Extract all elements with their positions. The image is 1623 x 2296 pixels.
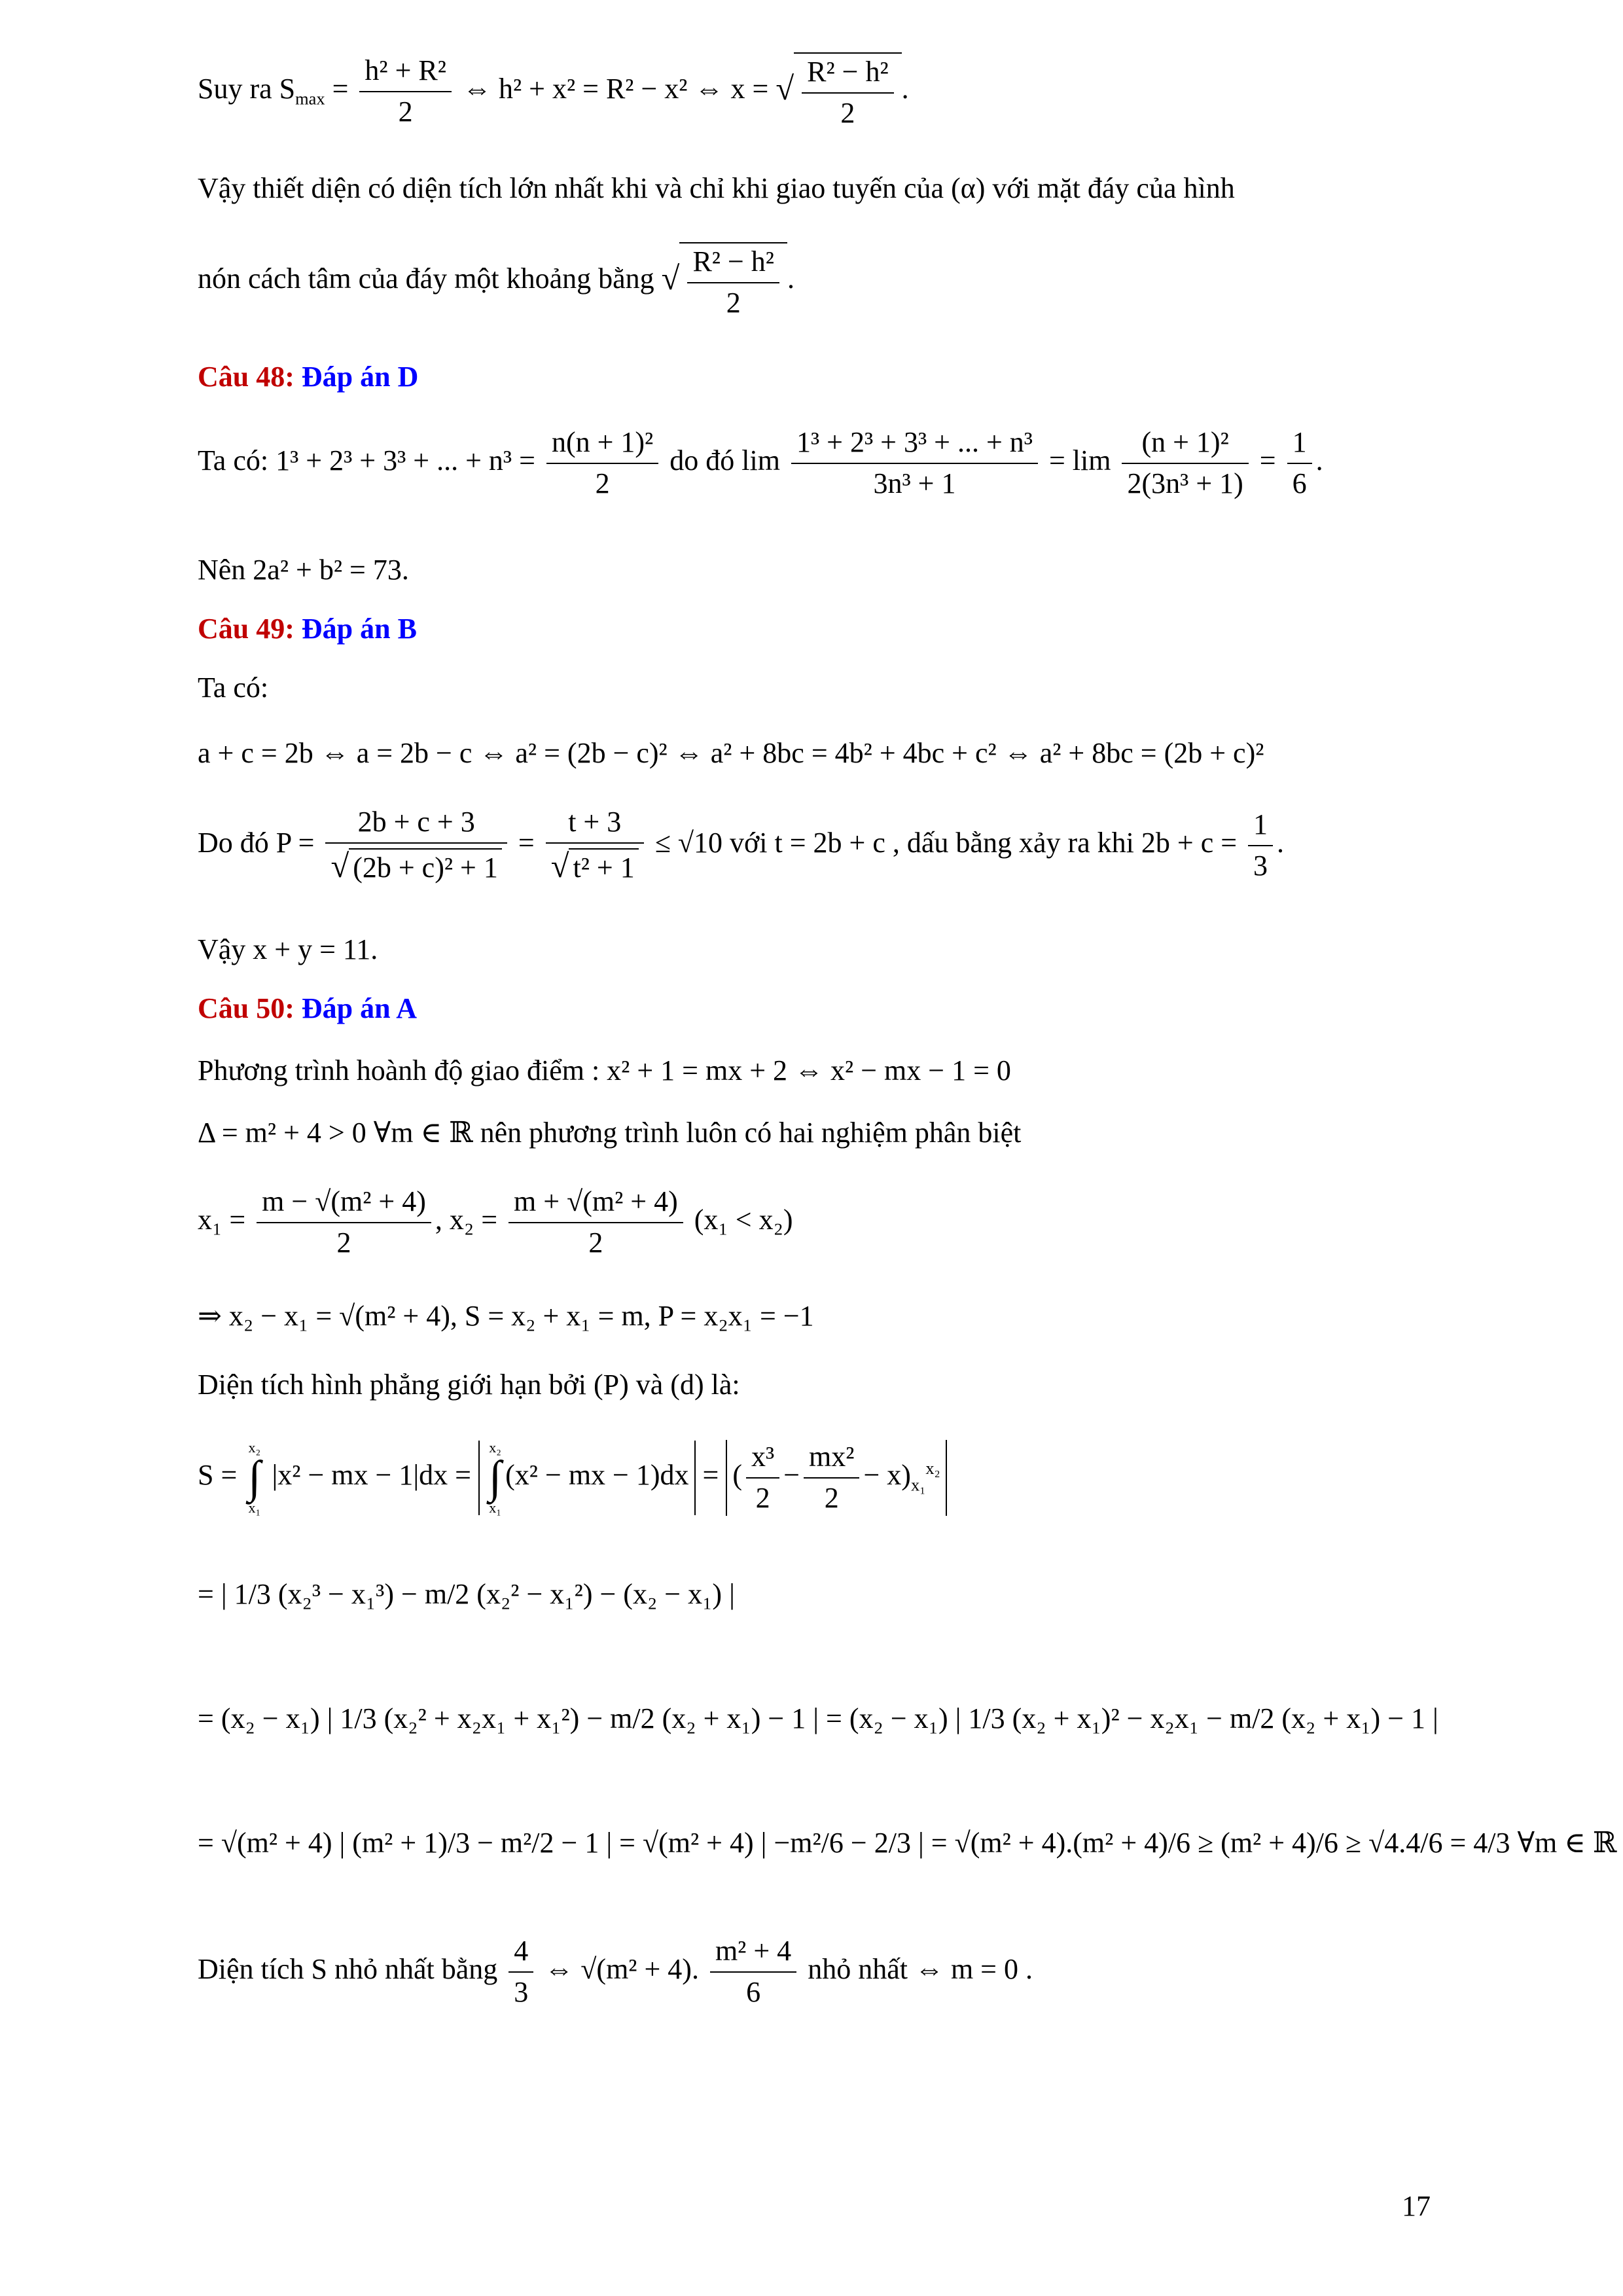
answer-label: Đáp án A xyxy=(301,992,417,1024)
denominator: √ t² + 1 xyxy=(546,844,644,886)
numerator: m − √(m² + 4) xyxy=(257,1185,431,1223)
line-smax: Suy ra $S_{max}$ = $\frac{\text{h² + R²}}{2}$ ⇔ h² + x² = R² − x² ⇔ x = √ $\frac{\text{R² − h²}}{2}$ . xyxy=(198,52,909,131)
text: nhỏ nhất ⇔ m = 0 . xyxy=(808,1952,1033,1985)
numerator: mx² xyxy=(804,1440,859,1479)
sqrt: √ $\frac{\text{R² − h²}}{2}$ xyxy=(776,52,901,131)
sqrt: √ $\frac{\text{R² − h²}}{2}$ xyxy=(662,242,787,321)
answer-label: Đáp án D xyxy=(301,361,419,393)
line-49-1: Ta có: xyxy=(198,672,269,704)
denominator: 2 xyxy=(726,286,741,319)
line-50-7: = | 1/3 (x₂³ − x₁³) − m/2 (x₂² − x₁²) − (x₂ − x₁) | xyxy=(198,1578,735,1610)
page-number: 17 xyxy=(1402,2190,1431,2222)
line-50-8: = (x₂ − x₁) | 1/3 (x₂² + x₂x₁ + x₁²) − m/2 (x₂ + x₁) − 1 | = (x₂ − x₁) | 1/3 (x₂ + x₁)² − x₂x₁ − m/2 (x₂ + x₁) − 1 | xyxy=(198,1702,1438,1734)
fraction xyxy=(1122,425,1248,501)
line-49-4: Vậy x + y = 11. xyxy=(198,933,378,965)
integral-sign: x₂ ∫ x₁ xyxy=(248,1439,261,1516)
fraction xyxy=(546,805,644,886)
text: S = xyxy=(198,1458,238,1491)
numerator: n(n + 1)² xyxy=(546,425,658,464)
line-49-3: Do đó P = $\frac{2b + c + 3}{\text{√ (2b + c)² + 1}}$ = $\frac{t + 3}{\text{√ t² + 1}}$ ≤ √10 với t = 2b + c , dấu bằng xảy ra khi 2b + c = $\frac{1}{3}$ . xyxy=(198,805,1284,886)
subscript: max xyxy=(295,88,325,109)
text: do đó lim xyxy=(669,444,780,476)
line-49-2: a + c = 2b ⇔ a = 2b − c ⇔ a² = (2b − c)² ⇔ a² + 8bc = 4b² + 4bc + c² ⇔ a² + 8bc = (2b + c)² xyxy=(198,737,1264,769)
text: , x₂ = xyxy=(435,1203,498,1236)
denominator: 2 xyxy=(398,95,413,128)
upper-limit: x₂ xyxy=(925,1458,940,1479)
fraction xyxy=(791,425,1038,501)
line-conclusion: Vậy thiết diện có diện tích lớn nhất khi và chỉ khi giao tuyến của (α) với mặt đáy của hình xyxy=(198,172,1235,204)
lower-limit: x₁ xyxy=(489,1499,501,1516)
text: Diện tích S nhỏ nhất bằng xyxy=(198,1952,498,1985)
text: Ta có: 1³ + 2³ + 3³ + ... + n³ = xyxy=(198,444,535,476)
numerator: 1 xyxy=(1248,808,1273,846)
question-label: Câu 49: xyxy=(198,613,294,645)
numerator: m + √(m² + 4) xyxy=(508,1185,683,1223)
text: − x xyxy=(863,1458,902,1491)
numerator: 1³ + 2³ + 3³ + ... + n³ xyxy=(791,425,1038,464)
text: ≤ √10 với t = 2b + c , dấu bằng xảy ra khi 2b + c = xyxy=(654,826,1238,859)
question-48-heading xyxy=(198,360,418,393)
text: ⇔ h² + x² = R² − x² ⇔ x = xyxy=(462,72,769,105)
line-50-10 xyxy=(198,1934,1033,2010)
line-50-1: Phương trình hoành độ giao điểm : x² + 1 = mx + 2 ⇔ x² − mx − 1 = 0 xyxy=(198,1054,1011,1086)
numerator: x³ xyxy=(746,1440,779,1479)
text: ⇔ √(m² + 4). xyxy=(544,1952,699,1985)
denominator: 2 xyxy=(336,1226,351,1259)
denominator: 3 xyxy=(1253,849,1268,882)
line-50-2: Δ = m² + 4 > 0 ∀m ∈ ℝ nên phương trình luôn có hai nghiệm phân biệt xyxy=(198,1117,1022,1149)
text: = xyxy=(702,1458,719,1491)
upper-limit: x₂ xyxy=(489,1439,501,1456)
fraction xyxy=(325,805,507,886)
line-50-4: ⇒ x₂ − x₁ = √(m² + 4), S = x₂ + x₁ = m, P = x₂x₁ = −1 xyxy=(198,1300,814,1332)
text: Suy ra S xyxy=(198,72,296,105)
radicand: t² + 1 xyxy=(569,848,638,886)
denominator: 2 xyxy=(595,467,610,499)
numerator: h² + R² xyxy=(359,54,452,92)
text: (x² − mx − 1)dx xyxy=(505,1458,689,1491)
text: = xyxy=(518,826,535,859)
fraction xyxy=(710,1934,796,2010)
denominator: 2 xyxy=(824,1481,839,1514)
radicand: (2b + c)² + 1 xyxy=(349,848,502,886)
fraction xyxy=(1287,425,1312,501)
integral-sign: x₂ ∫ x₁ xyxy=(488,1439,502,1516)
numerator: m² + 4 xyxy=(710,1934,796,1973)
numerator: t + 3 xyxy=(546,805,644,844)
denominator: 2 xyxy=(755,1481,770,1514)
numerator: 1 xyxy=(1287,425,1312,464)
question-label: Câu 50: xyxy=(198,992,294,1024)
question-49-heading xyxy=(198,612,417,645)
text: = xyxy=(1259,444,1276,476)
numerator: 2b + c + 3 xyxy=(325,805,507,844)
denominator: 6 xyxy=(1292,467,1307,499)
denominator: 2 xyxy=(840,96,855,129)
line-48-2: Nên 2a² + b² = 73. xyxy=(198,554,409,586)
fraction xyxy=(508,1185,683,1261)
denominator: 2 xyxy=(588,1226,603,1259)
denominator: 6 xyxy=(746,1975,761,2008)
fraction xyxy=(546,425,658,501)
answer-label: Đáp án B xyxy=(301,613,417,645)
line-48-1: Ta có: 1³ + 2³ + 3³ + ... + n³ = $\frac{\text{n(n + 1)²}}{2}$ do đó lim $\frac{\text{1³ + 2³ + 3³ + ... + n³}}{\text{3n³ + 1}}$ = lim $\frac{\text{(n + 1)²}}{\text{2(3n³ + 1)}}$ = $\frac{1}{6}$ . xyxy=(198,425,1323,501)
text: = lim xyxy=(1048,444,1111,476)
text: (x₁ < x₂) xyxy=(694,1203,793,1236)
text: nón cách tâm của đáy một khoảng bằng xyxy=(198,262,654,295)
line-50-9: = √(m² + 4) | (m² + 1)/3 − m²/2 − 1 | = √(m² + 4) | −m²/6 − 2/3 | = √(m² + 4).(m² + 4)/6 ≥ (m² + 4)/6 ≥ √4.4/6 = 4/3 ∀m ∈ ℝ xyxy=(198,1827,1617,1859)
numerator: (n + 1)² xyxy=(1122,425,1248,464)
denominator: 3 xyxy=(514,1975,529,2008)
question-label: Câu 48: xyxy=(198,361,294,393)
text: |x² − mx − 1|dx = xyxy=(272,1458,471,1491)
fraction xyxy=(508,1934,533,2010)
denominator: 3n³ + 1 xyxy=(873,467,956,499)
absolute-value xyxy=(478,1441,696,1515)
lower-limit: x₁ xyxy=(910,1475,926,1495)
line-50-5: Diện tích hình phẳng giới hạn bởi (P) và (d) là: xyxy=(198,1369,740,1401)
fraction xyxy=(257,1185,431,1261)
fraction xyxy=(1248,808,1273,884)
text: x₁ = xyxy=(198,1203,246,1236)
lower-limit: x₁ xyxy=(248,1499,261,1516)
absolute-value: ( $\frac{\text{x³}}{2}$ − $\frac{\text{mx²}}{2}$ − $x)_{x_1}^{x_2}$ xyxy=(726,1440,946,1516)
line-50-3 xyxy=(198,1185,793,1261)
question-50-heading xyxy=(198,992,417,1025)
denominator: 2(3n³ + 1) xyxy=(1127,467,1243,499)
numerator: 4 xyxy=(508,1934,533,1973)
upper-limit: x₂ xyxy=(248,1439,261,1456)
fraction xyxy=(359,54,452,130)
numerator: R² − h² xyxy=(802,55,894,94)
denominator: √ (2b + c)² + 1 xyxy=(325,844,507,886)
numerator: R² − h² xyxy=(687,245,779,283)
line-distance: nón cách tâm của đáy một khoảng bằng √ $\frac{\text{R² − h²}}{2}$ . xyxy=(198,242,794,321)
text: Do đó P = xyxy=(198,826,315,859)
line-50-6 xyxy=(198,1440,947,1516)
